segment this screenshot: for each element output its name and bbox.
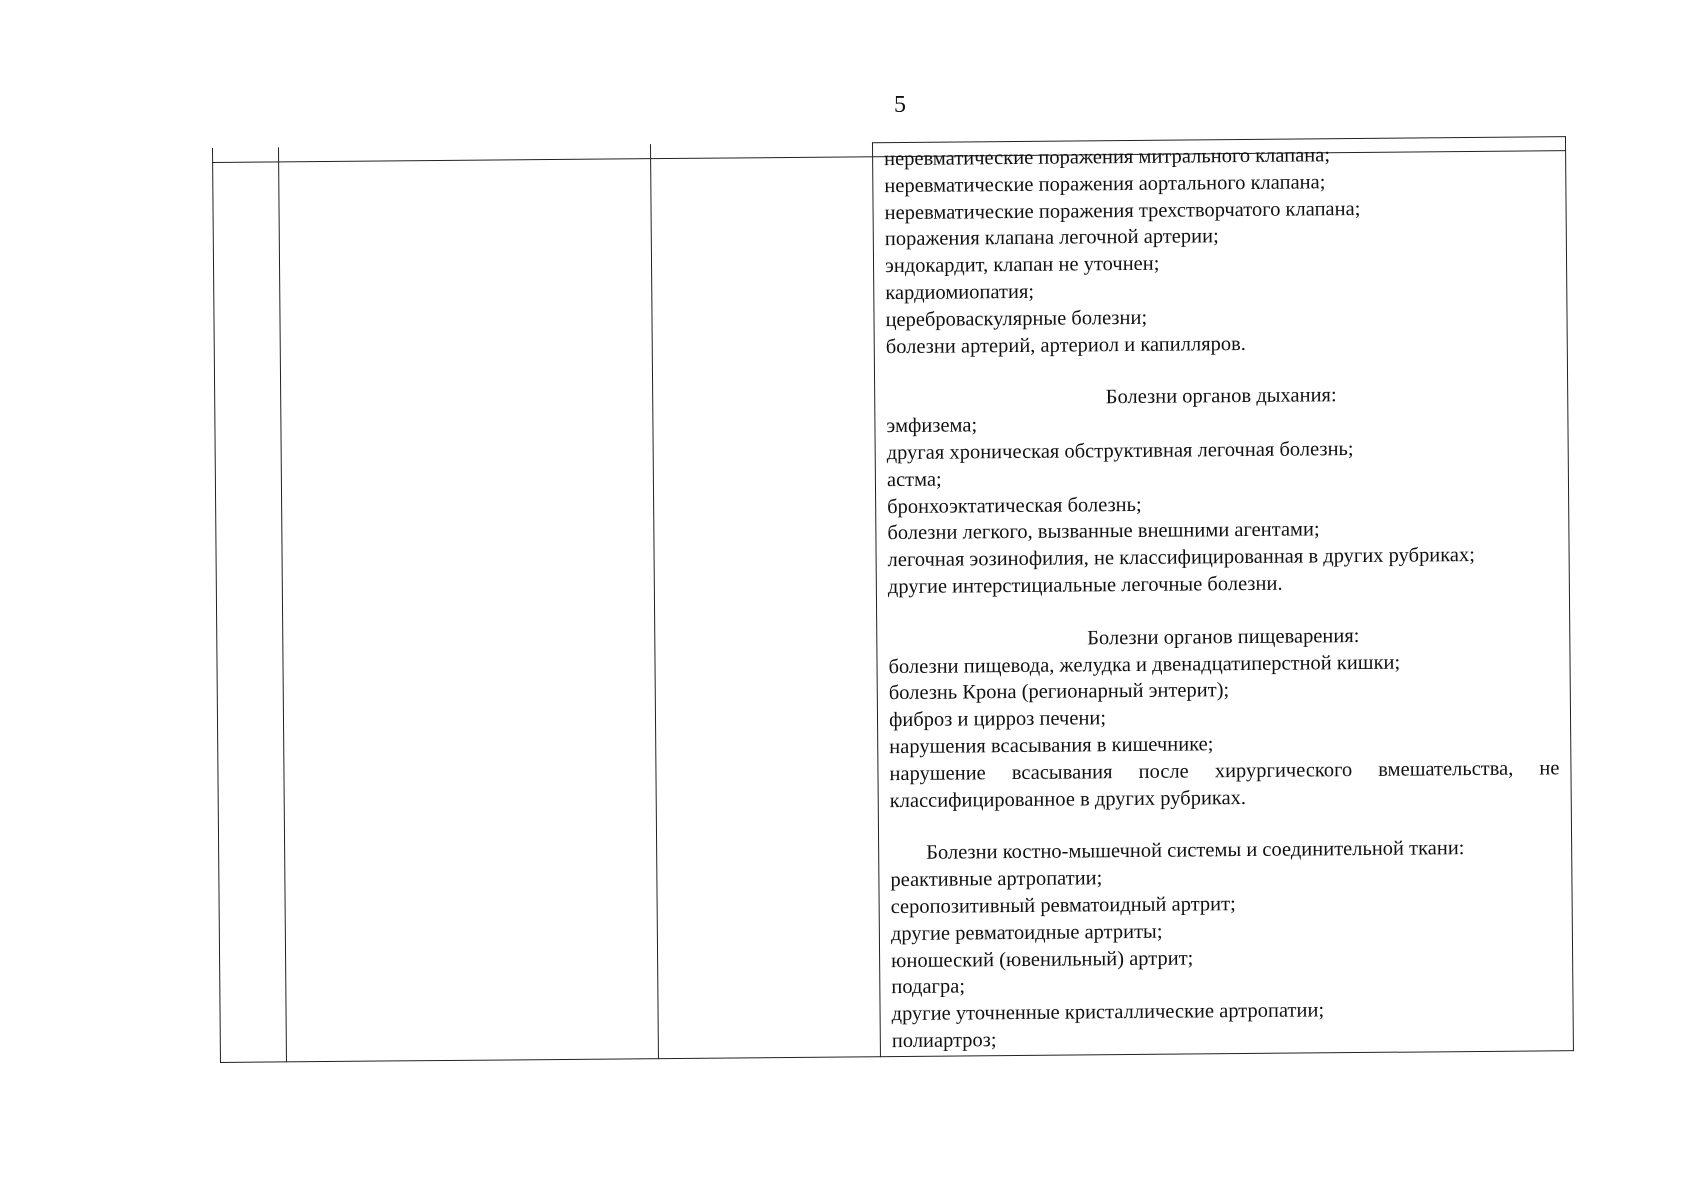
list-item: болезни артерий, артериол и капилляров.: [885, 332, 1246, 358]
list-item: неревматические поражения аортального клапана;: [884, 171, 1326, 197]
list-item: другие интерстициальные легочные болезни.: [887, 572, 1283, 599]
list-item: эмфизема;: [886, 414, 978, 438]
list-item: фиброз и цирроз печени;: [888, 707, 1107, 732]
table-column-3: [650, 142, 881, 1059]
list-item: другая хроническая обструктивная легочная болезнь;: [886, 438, 1354, 465]
list-item: неревматические поражения трехстворчатого клапана;: [884, 197, 1361, 224]
musculoskeletal-section: [890, 835, 1562, 1055]
section-heading: Болезни органов дыхания:: [1105, 384, 1337, 409]
page-number: 5: [894, 92, 906, 118]
list-item: болезни легкого, вызванные внешними агентами;: [887, 518, 1320, 545]
digestive-section: [888, 621, 1560, 814]
list-item: другие ревматоидные артриты;: [890, 920, 1163, 945]
list-item: цереброваскулярные болезни;: [885, 306, 1148, 331]
disease-list-cell: [884, 140, 1562, 1055]
list-item: другие уточненные кристаллические артропатии;: [891, 999, 1325, 1026]
disease-table: [212, 136, 1574, 1063]
respiratory-section: [886, 381, 1558, 601]
list-item: нарушение всасывания после хирургического вмешательства, не классифицированное в других рубриках.: [889, 756, 1560, 812]
section-heading: Болезни костно-мышечной системы и соединительной ткани:: [926, 837, 1465, 865]
list-item: бронхоэктатическая болезнь;: [887, 493, 1142, 518]
list-item: неревматические поражения митрального клапана;: [884, 144, 1331, 171]
list-item: нарушения всасывания в кишечнике;: [889, 733, 1214, 759]
list-item: легочная эозинофилия, не классифицированная в других рубриках;: [887, 544, 1476, 572]
section-heading: Болезни органов пищеварения:: [1087, 624, 1360, 650]
list-item: реактивные артропатии;: [890, 867, 1103, 892]
table-column-1: [212, 147, 287, 1063]
list-item: полиартроз;: [891, 1029, 997, 1053]
list-item: подагра;: [891, 975, 966, 999]
list-item: поражения клапана легочной артерии;: [884, 225, 1219, 251]
table-column-2: [278, 144, 659, 1062]
list-item: эндокардит, клапан не уточнен;: [884, 252, 1160, 278]
list-item: кардиомиопатия;: [885, 280, 1035, 305]
cardiovascular-list: [884, 140, 1556, 360]
list-item: болезнь Крона (регионарный энтерит);: [888, 679, 1230, 705]
list-item: астма;: [886, 468, 942, 491]
list-item: болезни пищевода, желудка и двенадцатиперстной кишки;: [888, 651, 1401, 678]
list-item: юношеский (ювенильный) артрит;: [891, 946, 1194, 972]
list-item: серопозитивный ревматоидный артрит;: [890, 893, 1236, 919]
